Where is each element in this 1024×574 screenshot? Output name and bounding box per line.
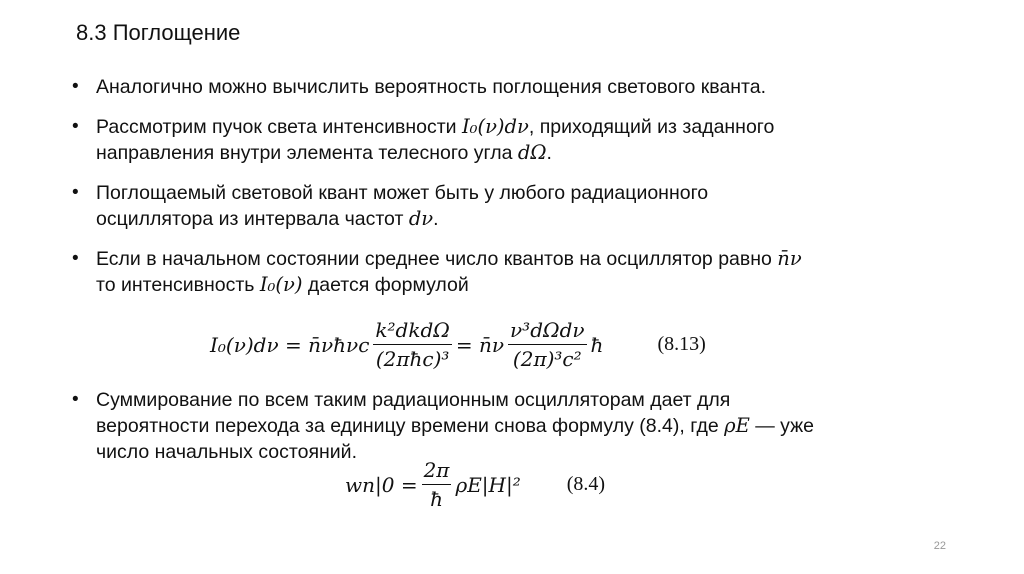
inline-math: n̄ν [777,247,802,270]
fraction-denominator: (2π)³c² [512,347,582,371]
bullet-text: то интенсивность [96,274,260,296]
formula-middle: = n̄ν [455,332,505,357]
bullet-item [70,74,950,100]
bullet-dot-icon: • [72,116,79,137]
bullet-text: Суммирование по всем таким радиационным осцилляторам дает для [96,389,731,411]
bullet-item [70,246,950,298]
fraction-numerator: ν³dΩdν [508,318,587,345]
bullet-text: осциллятора из интервала частот [96,208,409,230]
bullet-text: Аналогично можно вычислить вероятность поглощения светового кванта. [96,76,767,98]
bullet-dot-icon: • [72,76,79,97]
bullet-dot-icon: • [72,182,79,203]
formula-rhs: ρE|H|² [455,472,521,497]
inline-math: ρE [724,414,750,437]
bullet-text: вероятности перехода за единицу времени снова формулу (8.4), где [96,415,725,437]
bullet-text: Рассмотрим пучок света интенсивности [96,116,462,138]
bullet-text: Если в начальном состоянии среднее число квантов на осциллятор равно [96,248,778,270]
fraction [373,318,451,371]
bullet-dot-icon: • [72,389,79,410]
formula-lhs: I₀(ν)dν = n̄νħνc [210,332,370,357]
bullet-dot-icon: • [72,248,79,269]
fraction [422,458,452,511]
inline-math: dΩ [517,141,547,164]
page-number: 22 [933,540,946,552]
bullet-text: Поглощаемый световой квант может быть у любого радиационного [96,182,709,204]
fraction-numerator: k²dkdΩ [373,318,451,345]
formula-8-4 [345,458,605,511]
fraction-denominator: (2πħc)³ [375,347,450,371]
bullet-text: дается формулой [302,274,469,296]
bullet-text: , приходящий из заданного [528,116,775,138]
formula-lhs: wn|0 = [345,472,418,497]
inline-math: I₀(ν)dν [461,115,529,138]
bullet-text: . [433,208,439,230]
bullet-text: . [546,142,552,164]
bullet-item [70,387,950,465]
bullet-list [70,74,950,298]
slide-title: 8.3 Поглощение [76,20,241,45]
bullet-item [70,114,950,166]
fraction-denominator: ħ [430,487,443,511]
formula-tail: ħ [590,332,604,357]
bullet-list [70,387,950,465]
bullet-text: число начальных состояний. [96,441,357,463]
equation-number: (8.4) [566,473,606,495]
fraction-numerator: 2π [422,458,452,485]
bullet-text: — уже [749,415,815,437]
formula-8-13 [210,318,706,371]
bullet-text: направления внутри элемента телесного угла [96,142,518,164]
equation-number: (8.13) [657,333,706,355]
inline-math: I₀(ν) [259,273,303,296]
fraction [508,318,587,371]
inline-math: dν [408,207,434,230]
bullet-item [70,180,950,232]
